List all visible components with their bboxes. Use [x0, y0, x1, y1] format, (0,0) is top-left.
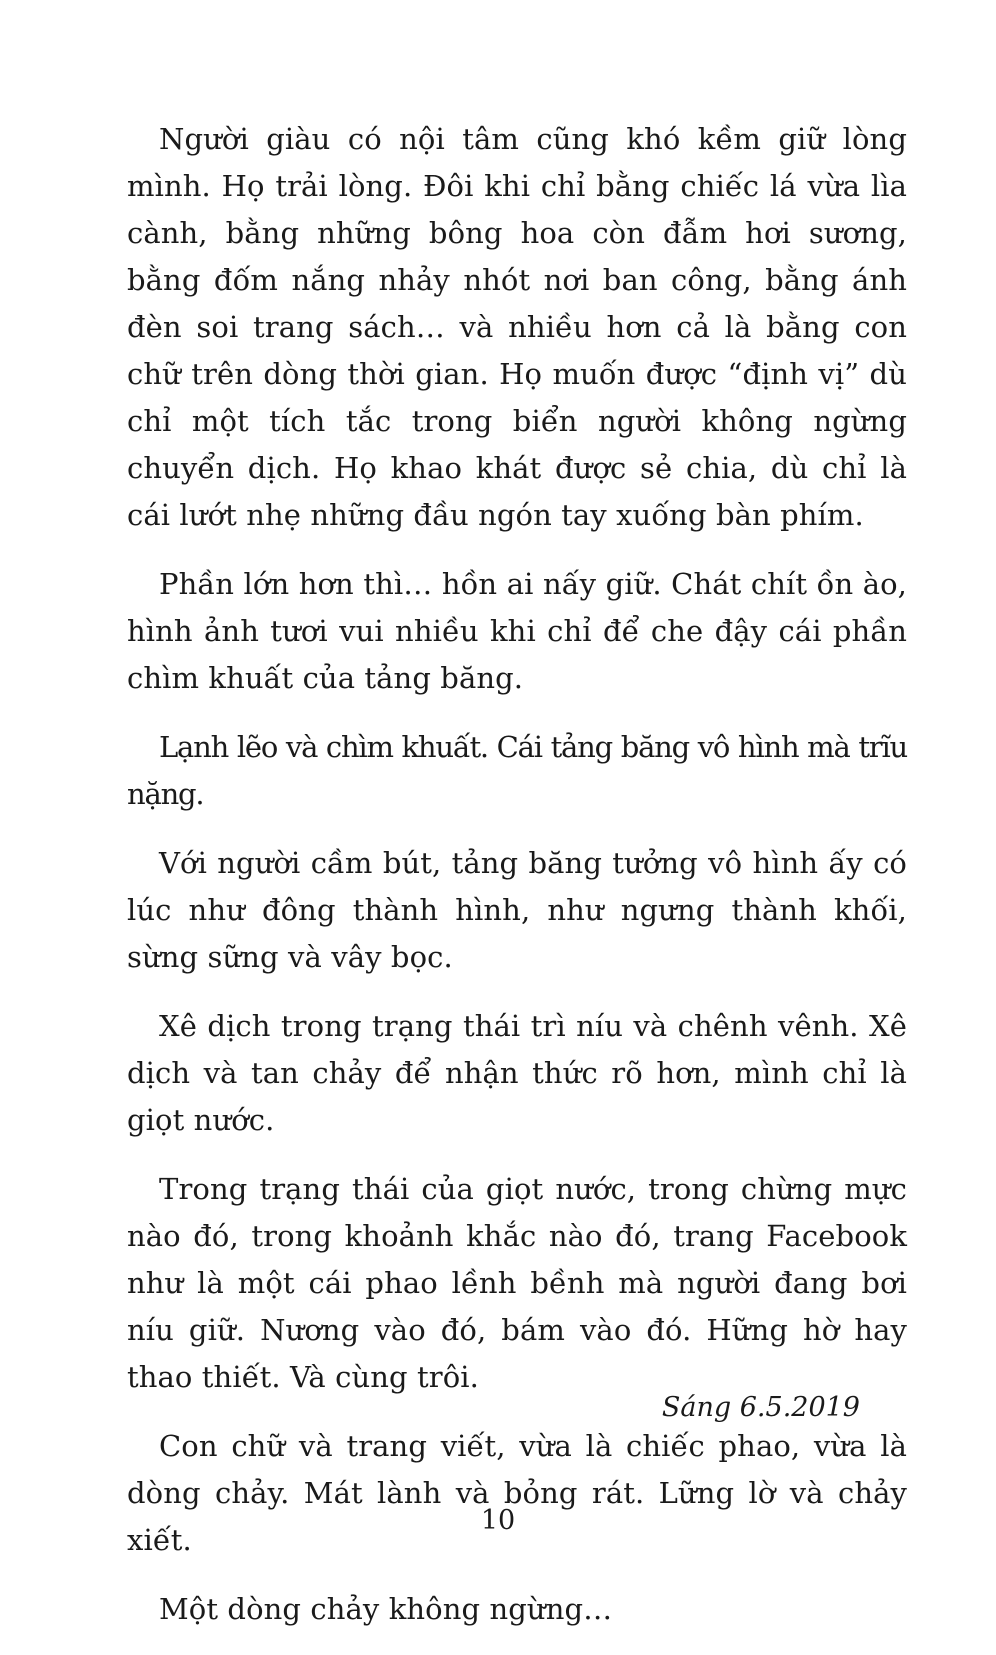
date-signature: Sáng 6.5.2019 — [661, 1392, 860, 1423]
paragraph: Phần lớn hơn thì… hồn ai nấy giữ. Chát chít ồn ào, hình ảnh tươi vui nhiều khi chỉ để che đậy cái phần chìm khuất của tảng băng. — [127, 567, 907, 695]
paragraph: Một dòng chảy không ngừng… — [159, 1592, 613, 1626]
page-number: 10 — [480, 1505, 516, 1536]
paragraph: Xê dịch trong trạng thái trì níu và chênh vênh. Xê dịch và tan chảy để nhận thức rõ hơn, mình chỉ là giọt nước. — [127, 1009, 907, 1137]
paragraph: Với người cầm bút, tảng băng tưởng vô hình ấy có lúc như đông thành hình, như ngưng thành khối, sừng sững và vây bọc. — [127, 846, 907, 974]
paragraph: Con chữ và trang viết, vừa là chiếc phao, vừa là dòng chảy. Mát lành và bỏng rát. Lững lờ và chảy xiết. — [127, 1429, 907, 1557]
paragraph: Lạnh lẽo và chìm khuất. Cái tảng băng vô hình mà trĩu nặng. — [127, 730, 907, 811]
paragraph: Trong trạng thái của giọt nước, trong chừng mực nào đó, trong khoảnh khắc nào đó, trang Facebook như là một cái phao lềnh bềnh mà người đang bơi níu giữ. Nương vào đó, bám vào đó. Hững hờ hay thao thiết. Và cùng trôi. — [127, 1172, 907, 1394]
paragraph: Người giàu có nội tâm cũng khó kềm giữ lòng mình. Họ trải lòng. Đôi khi chỉ bằng chiếc lá vừa lìa cành, bằng những bông hoa còn đẫm hơi sương, bằng đốm nắng nhảy nhót nơi ban công, bằng ánh đèn soi trang sách… và nhiều hơn cả là bằng con chữ trên dòng thời gian. Họ muốn được “định vị” dù chỉ một tích tắc trong biển người không ngừng chuyển dịch. Họ khao khát được sẻ chia, dù chỉ là cái lướt nhẹ những đầu ngón tay xuống bàn phím. — [127, 122, 907, 532]
